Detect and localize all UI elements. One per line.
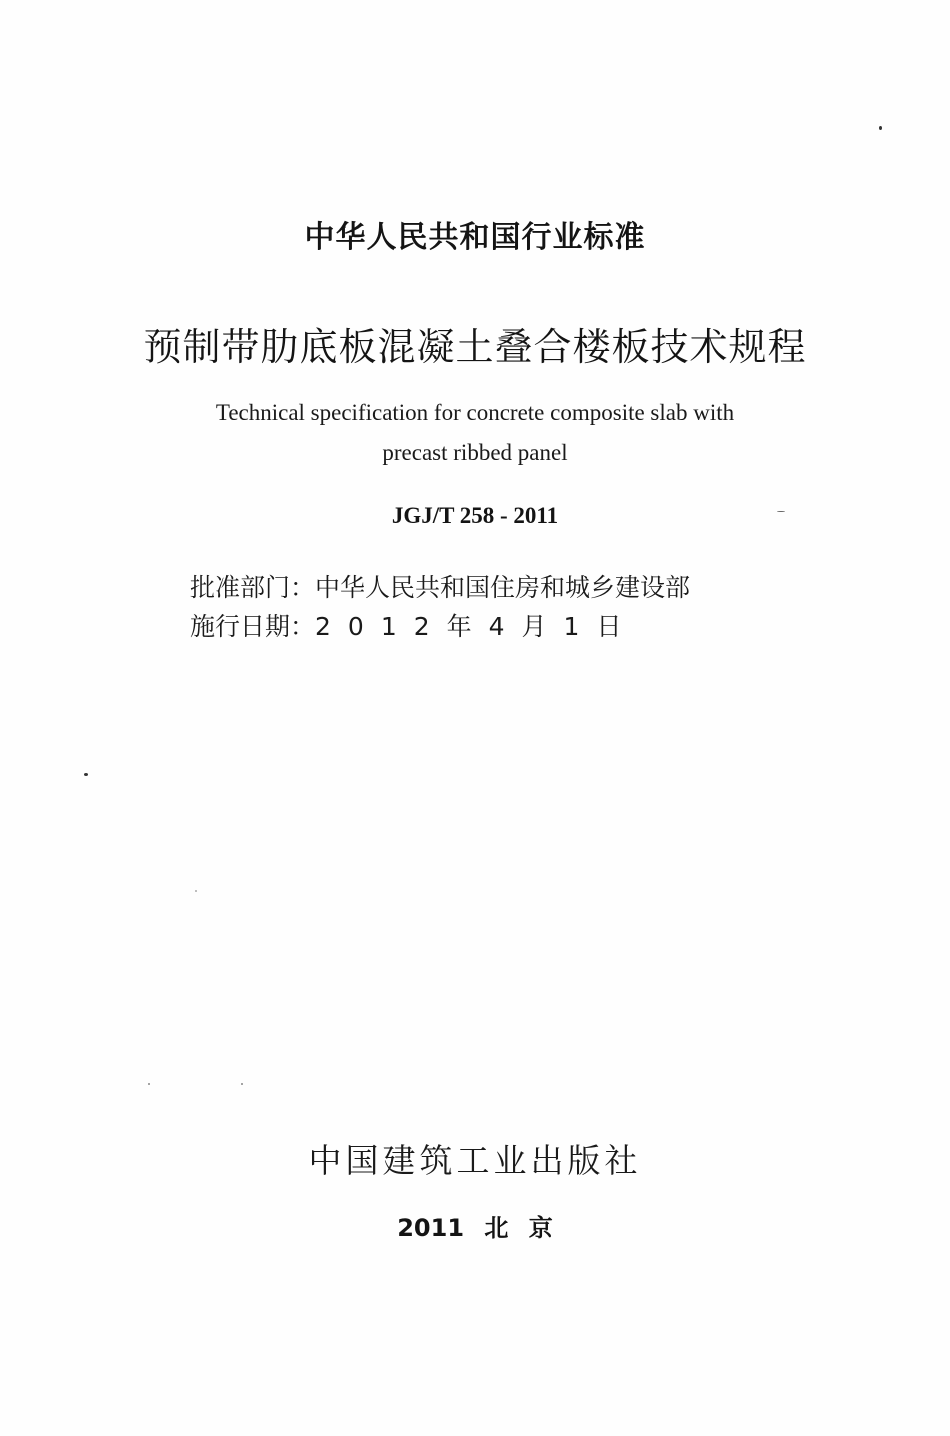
document-title-chinese: 预制带肋底板混凝土叠合楼板技术规程 <box>143 325 807 369</box>
document-title-english-line-2: precast ribbed panel <box>382 440 568 465</box>
document-title-english-line-1: Technical specification for concrete composite slab with <box>215 400 735 425</box>
standard-code: JGJ/T 258 - 2011 <box>391 503 559 528</box>
standard-series-heading: 中华人民共和国行业标准 <box>304 220 646 255</box>
effective-date-row <box>190 607 638 643</box>
effective-date-label: 施行日期： <box>190 612 316 641</box>
scan-speck <box>777 511 785 512</box>
scan-speck <box>241 1083 243 1085</box>
scan-speck <box>195 890 197 892</box>
scan-speck <box>84 773 88 776</box>
approval-label: 批准部门： <box>190 573 316 602</box>
publication-year-place: 2011 北 京 <box>397 1214 553 1242</box>
scan-speck <box>879 126 882 130</box>
publisher-name: 中国建筑工业出版社 <box>308 1141 642 1180</box>
approval-value: 中华人民共和国住房和城乡建设部 <box>315 573 691 602</box>
effective-date-value: 2012年4月1日 <box>315 612 639 641</box>
scan-speck <box>148 1083 150 1085</box>
approval-row <box>190 568 690 604</box>
